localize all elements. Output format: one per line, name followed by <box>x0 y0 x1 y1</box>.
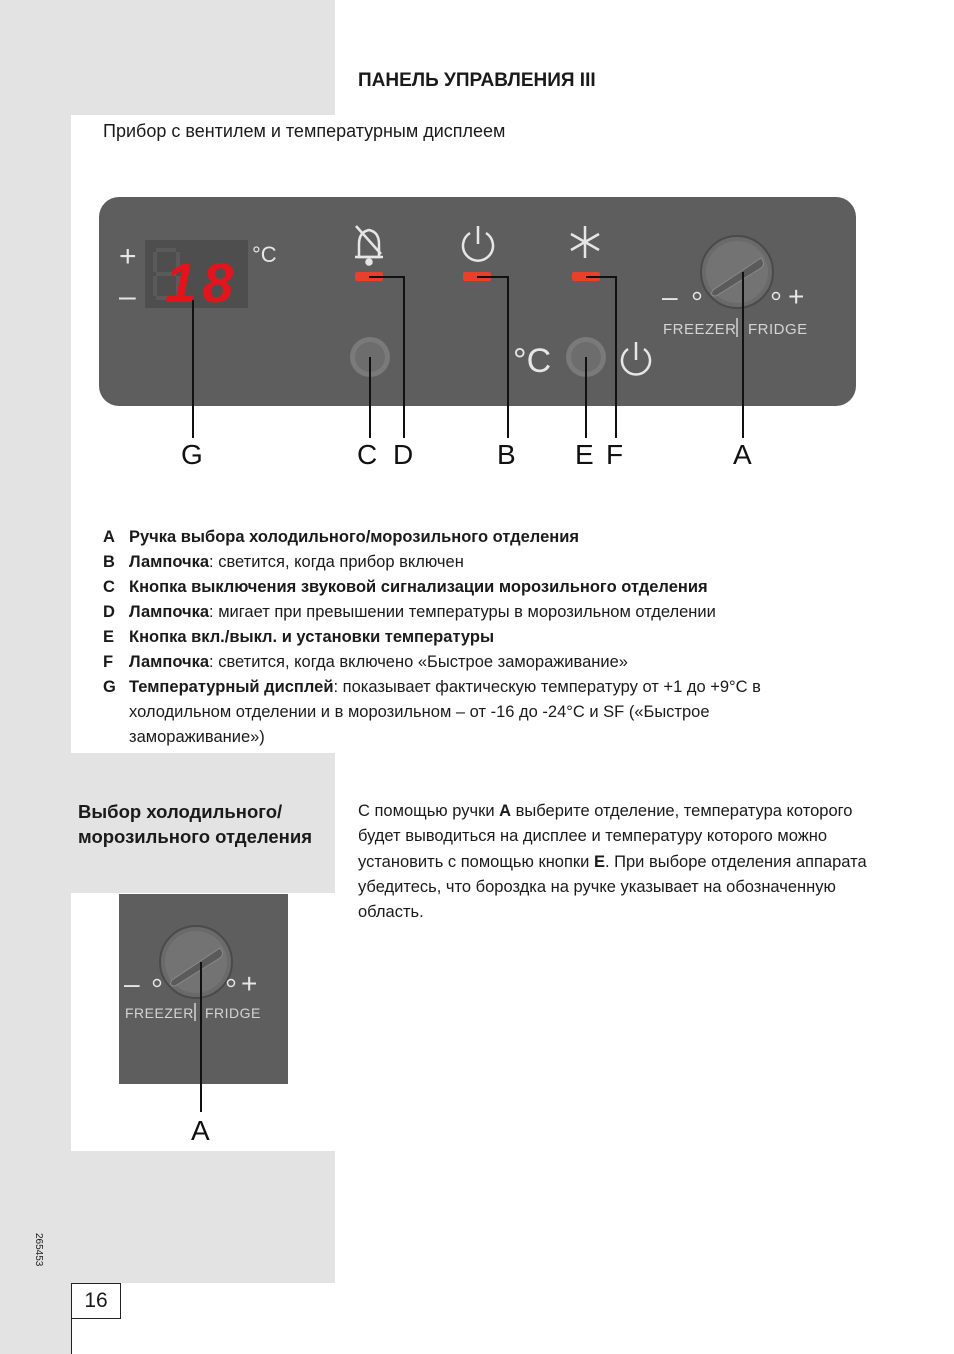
section-body-text: . При выборе отделения аппарата убедитесь, что бороздка на ручке указывает на обозначенную область. <box>358 852 867 922</box>
dial-detail-diagram <box>110 890 310 1150</box>
legend-term: Лампочка <box>129 553 210 571</box>
dial-detail-callout-label: A <box>191 1115 210 1146</box>
legend-key: C <box>103 578 115 596</box>
callout-label-a: A <box>733 439 752 470</box>
legend-term: Лампочка <box>129 653 210 671</box>
display-digits: 18 <box>165 251 240 314</box>
legend-key: B <box>103 553 115 571</box>
legend-term: Кнопка выключения звуковой сигнализации морозильного отделения <box>129 578 708 596</box>
dial-detail-fridge: FRIDGE <box>205 1005 261 1021</box>
callout-label-b: B <box>497 439 516 470</box>
legend-desc: : мигает при превышении температуры в морозильном отделении <box>209 603 716 621</box>
section-body-text: выберите отделение, температура которого будет выводиться на дисплее и температуру которого можно установить с помощью кнопки <box>358 802 853 871</box>
page-number: 16 <box>71 1283 121 1319</box>
dial-plus: + <box>788 281 805 312</box>
legend-term: Ручка выбора холодильного/морозильного отделения <box>129 528 579 546</box>
section-heading: Выбор холодильного/ морозильного отделения <box>78 801 312 847</box>
legend-list <box>103 525 893 750</box>
section-body-ref-e: E <box>593 852 605 871</box>
legend-desc: : светится, когда включено «Быстрое замораживание» <box>209 653 628 671</box>
legend-key: E <box>103 628 115 646</box>
legend-key: G <box>103 678 116 696</box>
legend-item <box>103 650 893 675</box>
legend-desc: : показывает фактическую температуру от +1 до +9°C в холодильном отделении и в морозильном – от -16 до -24°C и SF («Быстрое замораживание») <box>129 678 761 746</box>
dial-detail-minus: – <box>124 968 140 999</box>
page-subtitle: Прибор с вентилем и температурным дисплеем <box>103 121 506 141</box>
freezer-label: FREEZER <box>663 321 737 338</box>
callout-label-e: E <box>575 439 594 470</box>
callout-label-f: F <box>606 439 624 470</box>
section-body-text: С помощью ручки <box>358 802 500 820</box>
callout-label-c: C <box>357 439 378 470</box>
plus-sign: + <box>119 240 137 273</box>
control-panel-diagram <box>0 0 954 480</box>
section-body <box>358 799 898 925</box>
dial-minus: – <box>662 281 678 312</box>
legend-item <box>103 575 893 600</box>
legend-key: D <box>103 603 115 621</box>
display-unit: °C <box>252 242 277 267</box>
callout-label-d: D <box>393 439 414 470</box>
document-code: 265453 <box>33 1233 44 1267</box>
legend-item <box>103 600 893 625</box>
minus-sign: – <box>119 280 136 313</box>
legend-term: Кнопка вкл./выкл. и установки температуры <box>129 628 495 646</box>
legend-item <box>103 625 893 650</box>
legend-desc: : светится, когда прибор включен <box>209 553 464 571</box>
dial-detail-plus: + <box>241 968 258 999</box>
legend-term: Лампочка <box>129 603 210 621</box>
legend-item <box>103 525 893 550</box>
legend-item <box>103 550 893 575</box>
fridge-label: FRIDGE <box>748 321 808 338</box>
dial-detail-freezer: FREEZER <box>125 1005 194 1021</box>
legend-term: Температурный дисплей <box>129 678 334 696</box>
page-title: ПАНЕЛЬ УПРАВЛЕНИЯ III <box>358 70 596 91</box>
temp-set-symbol: °C <box>513 342 552 380</box>
legend-item <box>103 675 893 750</box>
section-body-ref-a: A <box>499 802 512 820</box>
callout-label-g: G <box>181 439 203 470</box>
legend-key: F <box>103 653 114 671</box>
legend-key: A <box>103 528 115 546</box>
